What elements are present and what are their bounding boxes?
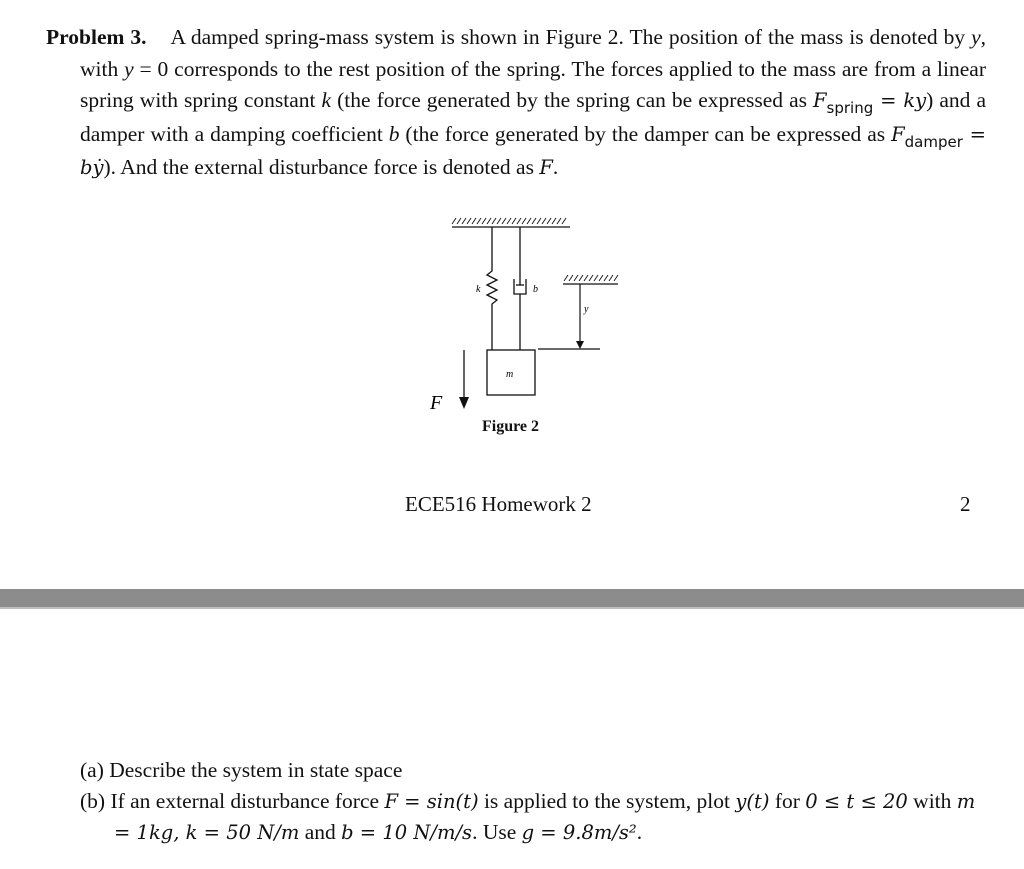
part-b-text: (b) If an external disturbance force: [80, 789, 385, 813]
problem-text: (the force generated by the spring can be expressed as: [331, 88, 814, 112]
part-b-text: and: [299, 820, 342, 844]
y-of-t: y(t): [735, 790, 770, 813]
footer-course-title: ECE516 Homework 2: [405, 492, 592, 516]
part-a: (a) Describe the system in state space: [80, 758, 403, 782]
f-spring-rhs: = ky: [873, 89, 927, 112]
problem-text: , with: [80, 25, 986, 81]
gravity-param: g = 9.8m/s²: [521, 821, 637, 844]
page-divider: [0, 589, 1024, 607]
y-label: y: [584, 304, 589, 315]
var-b: b: [388, 121, 400, 146]
part-b-text: . Use: [472, 820, 522, 844]
problem-parts: [80, 755, 980, 848]
problem-text: .: [552, 155, 559, 179]
f-spring-equation: [813, 89, 927, 117]
mass-label: m: [506, 369, 514, 380]
damper-label: b: [533, 284, 538, 295]
spring: [487, 227, 497, 350]
problem-paragraph: [46, 22, 986, 184]
page-number: 2: [960, 492, 971, 516]
figure-caption: Figure 2: [482, 418, 540, 435]
spring-mass-figure: [420, 215, 620, 445]
var-k: k: [321, 88, 332, 112]
mass-spring-params: m = 1kg, k = 50 N/m: [114, 790, 976, 844]
f-spring-symbol: F: [813, 89, 827, 112]
part-b: [80, 786, 980, 848]
part-b-text: for: [769, 789, 806, 813]
f-spring-subscript: spring: [826, 99, 874, 117]
force-label: F: [430, 392, 443, 414]
f-damper-subscript: damper: [904, 132, 963, 151]
spring-label: k: [476, 284, 481, 295]
force-arrowhead: [459, 397, 469, 409]
problem-text: (the force generated by the damper can be expressed as: [399, 121, 892, 146]
problem-text: ) and a damper with a damping coefficient: [80, 88, 986, 146]
problem-text: = 0 corresponds to the rest position of the spring. The forces applied to the mass are from a linear spring with spring constant: [80, 56, 986, 112]
time-range: 0 ≤ t ≤ 20: [805, 790, 908, 813]
part-b-text: .: [636, 820, 643, 844]
f-damper-symbol: F: [891, 122, 905, 146]
f-damper-rhs: = bẏ: [80, 122, 986, 179]
y-arrowhead: [576, 341, 584, 349]
part-b-text: with: [907, 789, 957, 813]
reference-support: [563, 275, 618, 284]
damping-param: b = 10 N/m/s: [341, 821, 473, 844]
problem-text: A damped spring-mass system is shown in Figure 2. The position of the mass is denoted by: [170, 25, 972, 49]
part-b-text: is applied to the system, plot: [478, 789, 736, 813]
ceiling-hatch: [452, 218, 570, 227]
var-y: y: [971, 25, 981, 49]
problem-label: Problem 3.: [46, 25, 147, 49]
problem-statement: [46, 22, 986, 184]
var-y: y: [124, 56, 134, 81]
force-equation: F = sin(t): [384, 790, 479, 813]
damper: [514, 227, 526, 350]
problem-text: ). And the external disturbance force is denoted as: [103, 155, 540, 179]
var-F: F: [539, 156, 553, 179]
